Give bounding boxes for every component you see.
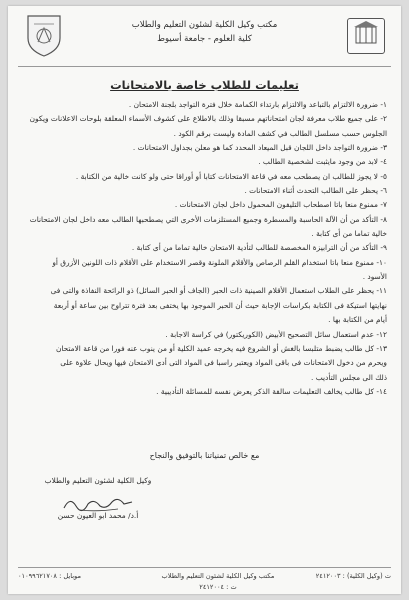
rule-line: ٢- على جميع طلاب معرفة لجان امتحاناتهم مسبقا وذلك بالاطلاع على كشوف الأسماء المعلقة بلوحات الاعلانات ويكون [29, 114, 387, 124]
rule-line: ٣- ضرورة التواجد داخل اللجان قبل الميعاد المحدد كما هو معلن بجداول الامتحانات . [132, 143, 387, 153]
office-contact [138, 571, 298, 593]
handwritten-signature [60, 492, 136, 514]
signatory-name: أ.د/ محمد ابو العيون حسن [57, 511, 139, 520]
rule-line: خالية تماما من أى كتابة . [311, 229, 387, 239]
rule-line: ٩- التأكد من أن الترابيزة المخصصة للطالب لتأدية الامتحان خالية تماما من أى كتابة . [131, 243, 387, 253]
rule-line: ذلك الى مجلس التأديب . [311, 372, 387, 382]
mobile-number: موبايل : ٠١٠٩٩٦٢١٧٠٨ [18, 572, 81, 580]
document-title: تعليمات للطلاب خاصة بالامتحانات [110, 78, 299, 92]
university-logo [343, 12, 387, 58]
university-emblem-icon [347, 18, 385, 54]
rule-line: ٥- لا يجوز للطالب ان يصطحب معه في قاعة الامتحانات كتابا أو أوراقا حتى ولو كانت خالية من الكتابة . [75, 171, 387, 181]
rule-line: الأسود . [362, 272, 387, 282]
footer-divider [18, 567, 391, 568]
rule-line: ١٠- ممنوع منعا باتا استخدام القلم الرصاص والأقلام الملونة وقصر الاستخدام على الأقلام ذات اللونين الأزرق أو [52, 257, 387, 267]
rules-list [22, 98, 387, 399]
rule-line: ٦- يحظر على الطالب التحدث أثناء الامتحانات . [244, 186, 387, 196]
dean-phone: ت (وكيل الكلية) : ٢٤١٢٠٠٣ [315, 572, 391, 580]
college-emblem-icon [22, 12, 66, 58]
rule-line: ١- ضرورة الالتزام بالتباعد والالتزام بارتداء الكمامة خلال فترة التواجد بلجنة الامتحان . [128, 100, 387, 109]
document-page [8, 6, 401, 594]
rule-line: الجلوس حسب مسلسل الطالب في كشف المادة وليست برقم الكود . [173, 128, 387, 138]
college-logo [22, 12, 66, 58]
rule-line: ١٢- عدم استعمال سائل التصحيح الأبيض (الكوريكتور) في كراسة الاجابة . [165, 329, 387, 339]
rule-line: ويحرم من دخول الامتحانات فى باقى المواد ويعتبر راسبا فى المواد التى أدى الامتحان فيها ويحال علاوة على [60, 358, 387, 368]
rule-line: ٨- التأكد من أن الآلة الحاسبة والمسطرة وجميع المستلزمات الأخرى التي يصطحبها الطالب معه داخل لجان الامتحانات [29, 214, 387, 224]
rule-line: أيام من الكتابة بها . [328, 315, 387, 325]
rule-line: نهايتها استيكة فى الكتابة بكراسات الإجابة حيث أن الحبر الموجود بها يختفى بعد فترة تتراوح بين ساعة أو أربعة [53, 300, 387, 310]
rule-line: ١١- يحظر على الطلاب استعمال الأقلام الصينية ذات الحبر (الجاف أو الحبر السائل) ذو الرائحة النفاذة والتى فى [50, 286, 387, 296]
office-name: مكتب وكيل الكلية لشئون التعليم والطلاب [161, 572, 275, 580]
office-line: مكتب وكيل الكلية لشئون التعليم والطلاب [131, 20, 278, 30]
letterhead-text [78, 18, 331, 46]
header-divider [18, 66, 391, 67]
rule-line: ١٤- كل طالب يخالف التعليمات سالفة الذكر يعرض نفسه للمسائلة التأديبية . [156, 386, 387, 396]
letterhead [8, 6, 401, 66]
college-line: كلية العلوم - جامعة أسيوط [157, 34, 252, 44]
rule-line: ١٣- كل طالب يضبط متلبسا بالغش أو الشروع فيه يخرجه عميد الكلية أو من ينوب عنه فورا من قاعة الامتحان [55, 343, 387, 353]
closing-line: مع خالص تمنياتنا بالتوفيق والنجاح [149, 451, 260, 460]
rule-line: ٧- ممنوع منعا باتا اصطحاب التليفون المحمول داخل لجان الامتحانات . [174, 200, 387, 210]
signatory-role: وكيل الكلية لشئون التعليم والطلاب [44, 476, 152, 485]
rule-line: ٤- لابد من وجود مايثبت لشخصية الطالب . [258, 157, 387, 167]
office-phone: ت : ٢٤١٢٠٠٤ [199, 583, 237, 591]
